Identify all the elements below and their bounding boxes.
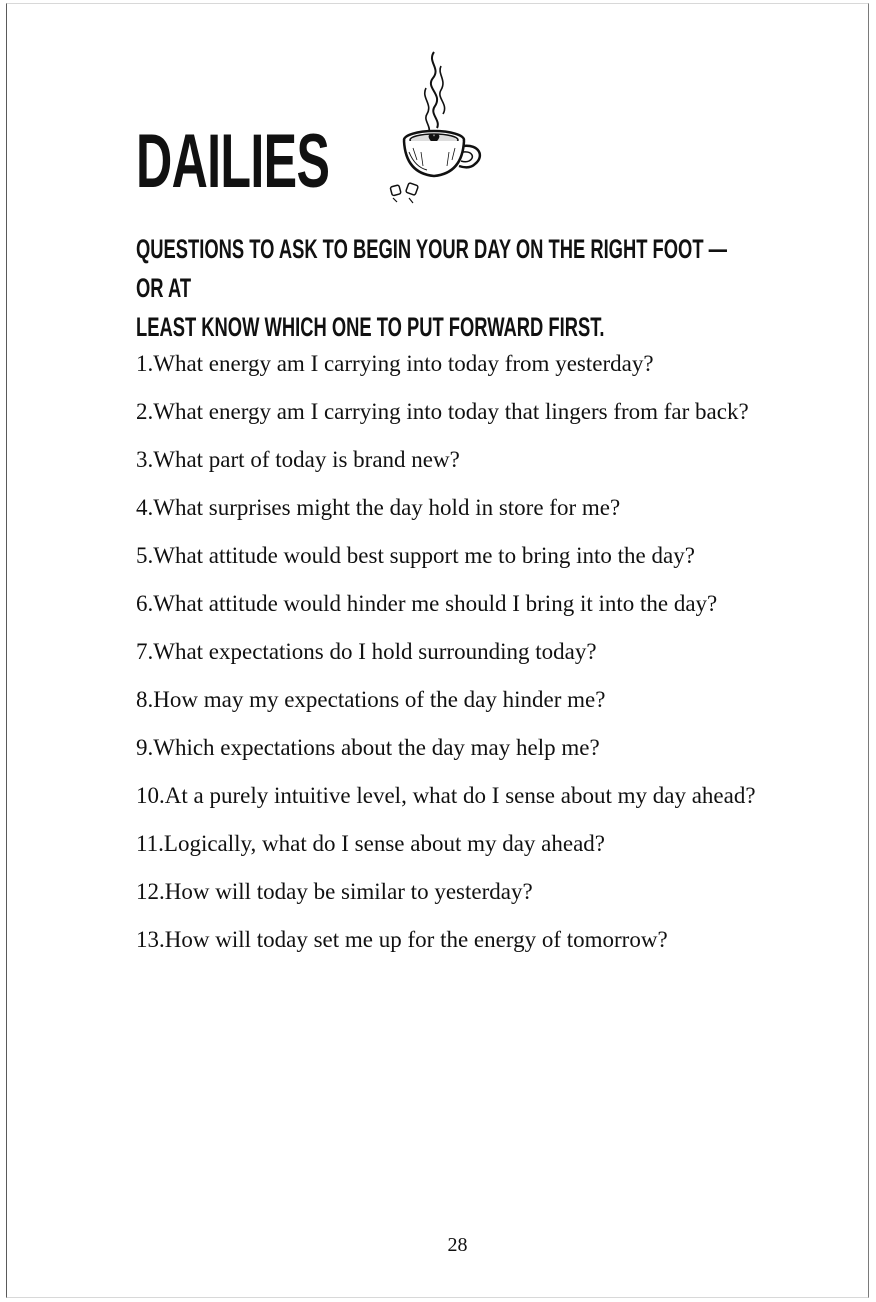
question-number: 8. [136,687,154,712]
question-item [136,772,796,820]
question-number: 12. [136,879,165,904]
subtitle-line-2: LEAST KNOW WHICH ONE TO PUT FORWARD FIRST. [136,312,605,342]
question-number: 5. [136,543,154,568]
page-number: 28 [447,1234,468,1256]
question-item [136,340,796,388]
page-subtitle [136,230,748,347]
question-number: 11. [136,831,164,856]
question-text: What attitude would best support me to bring into the day? [153,543,695,568]
question-text: Logically, what do I sense about my day ahead? [163,831,606,856]
question-text: What expectations do I hold surrounding today? [153,639,597,664]
question-text: What attitude would hinder me should I bring it into the day? [153,591,718,616]
question-item [136,388,796,436]
question-number: 9. [136,735,154,760]
question-item [136,676,796,724]
book-page [6,3,869,1298]
question-number: 13. [136,927,165,952]
question-text: What energy am I carrying into today that lingers from far back? [153,399,749,424]
question-item [136,868,796,916]
question-number: 7. [136,639,154,664]
question-item [136,436,796,484]
question-text: What part of today is brand new? [153,447,460,472]
question-number: 6. [136,591,154,616]
question-text: How may my expectations of the day hinder me? [153,687,606,712]
question-number: 10. [136,783,165,808]
page-title: DAILIES [136,119,330,204]
question-item [136,724,796,772]
question-item [136,484,796,532]
question-text: How will today set me up for the energy of tomorrow? [164,927,668,952]
question-item [136,580,796,628]
question-number: 1. [136,351,154,376]
question-item [136,916,796,964]
question-item [136,820,796,868]
question-text: Which expectations about the day may help me? [153,735,600,760]
question-text: What energy am I carrying into today from yesterday? [153,351,654,376]
question-text: What surprises might the day hold in store for me? [153,495,621,520]
question-item [136,628,796,676]
coffee-cup-icon [379,48,489,208]
question-item [136,532,796,580]
question-text: How will today be similar to yesterday? [164,879,533,904]
question-number: 2. [136,399,154,424]
question-text: At a purely intuitive level, what do I sense about my day ahead? [164,783,756,808]
question-number: 3. [136,447,154,472]
subtitle-line-1: QUESTIONS TO ASK TO BEGIN YOUR DAY ON THE RIGHT FOOT — OR AT [136,234,727,303]
questions-list [136,340,796,964]
question-number: 4. [136,495,154,520]
